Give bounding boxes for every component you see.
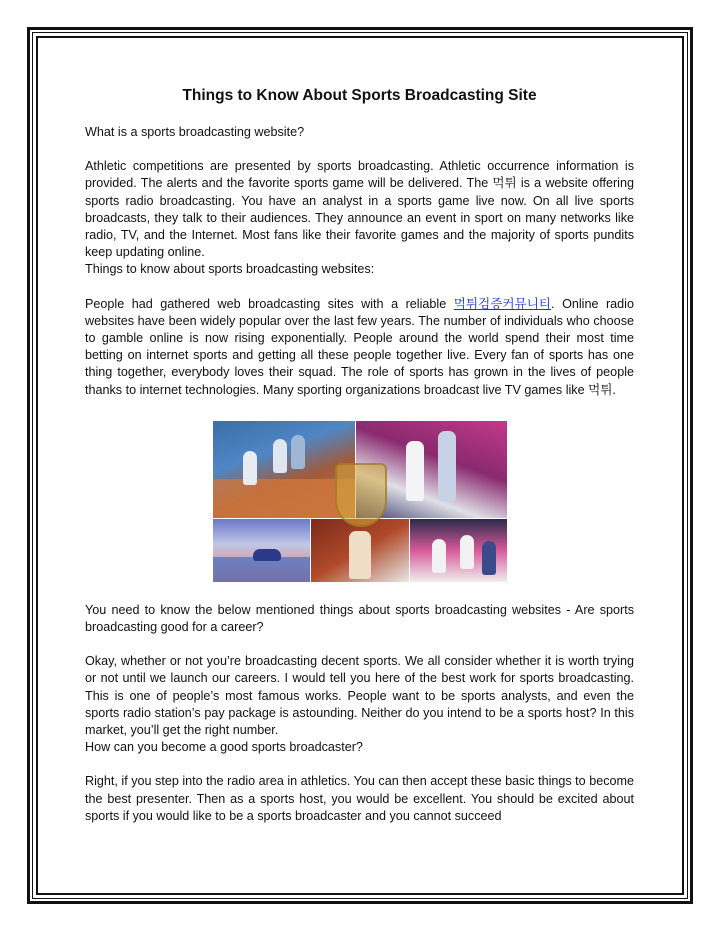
collage-photo-block: [410, 519, 507, 582]
collage-photo-team-celebration: [213, 421, 355, 518]
presenter-paragraph: Right, if you step into the radio area in athletics. You can then accept these basic things to become the best presenter. Then as a sports host, you would be excellent. You should be excited about sports if you would like to be a sports broadcaster and you cannot succeed: [85, 774, 634, 823]
paragraph-text-start: People had gathered web broadcasting sites with a reliable: [85, 296, 454, 311]
broadcaster-heading: How can you become a good sports broadcaster?: [85, 740, 363, 755]
paragraph-text-end: . Online radio websites have been widely popular over the last few years. The number of individuals who choose to gamble online is now rising exponentially. People around the world spend their most time betting on internet sports and getting all these people together live. Every fan of sports has one thing together, everybody loves their squad. The role of sports has grown in the lives of people thanks to internet technologies. Many sporting organizations broadcast live TV games like 먹튀.: [85, 296, 634, 397]
document-body: [85, 86, 634, 825]
document-title: Things to Know About Sports Broadcasting Site: [182, 87, 537, 104]
volleyball-photo-collage: [213, 421, 507, 582]
question-heading: What is a sports broadcasting website?: [85, 125, 305, 139]
career-question-paragraph: You need to know the below mentioned things about sports broadcasting websites - Are sports broadcasting good for a career?: [85, 602, 634, 635]
intro-paragraph: Athletic competitions are presented by sports broadcasting. Athletic occurrence information is provided. The alerts and the favorite sports game will be delivered. The 먹튀 is a website offering sports radio broadcasting. You have an analyst in a sports game live now. On all live sports broadcasts, they talk to their audiences. They announce an event in sport on many networks like radio, TV, and the Internet. Most fans like their favorite games and the majority of sports pundits keep updating online.: [85, 159, 634, 260]
watermark-emblem: [335, 463, 387, 527]
career-paragraph: Okay, whether or not you’re broadcasting decent sports. We all consider whether it is worth trying or not until we launch our careers. I would tell you here of the best work for sports broadcasting. This is one of people’s most famous works. People want to be sports analysts, and even the sports radio station’s pay package is astounding. Neither do you intend to be a sports host? In this market, you’ll get the right number.: [85, 654, 634, 738]
collage-photo-dive: [213, 519, 310, 582]
section-heading: Things to know about sports broadcasting websites:: [85, 262, 375, 277]
community-link[interactable]: 먹튀검증커뮤니티: [453, 296, 552, 311]
collage-photo-player-portrait: [311, 519, 409, 582]
gathering-paragraph: [85, 296, 634, 399]
